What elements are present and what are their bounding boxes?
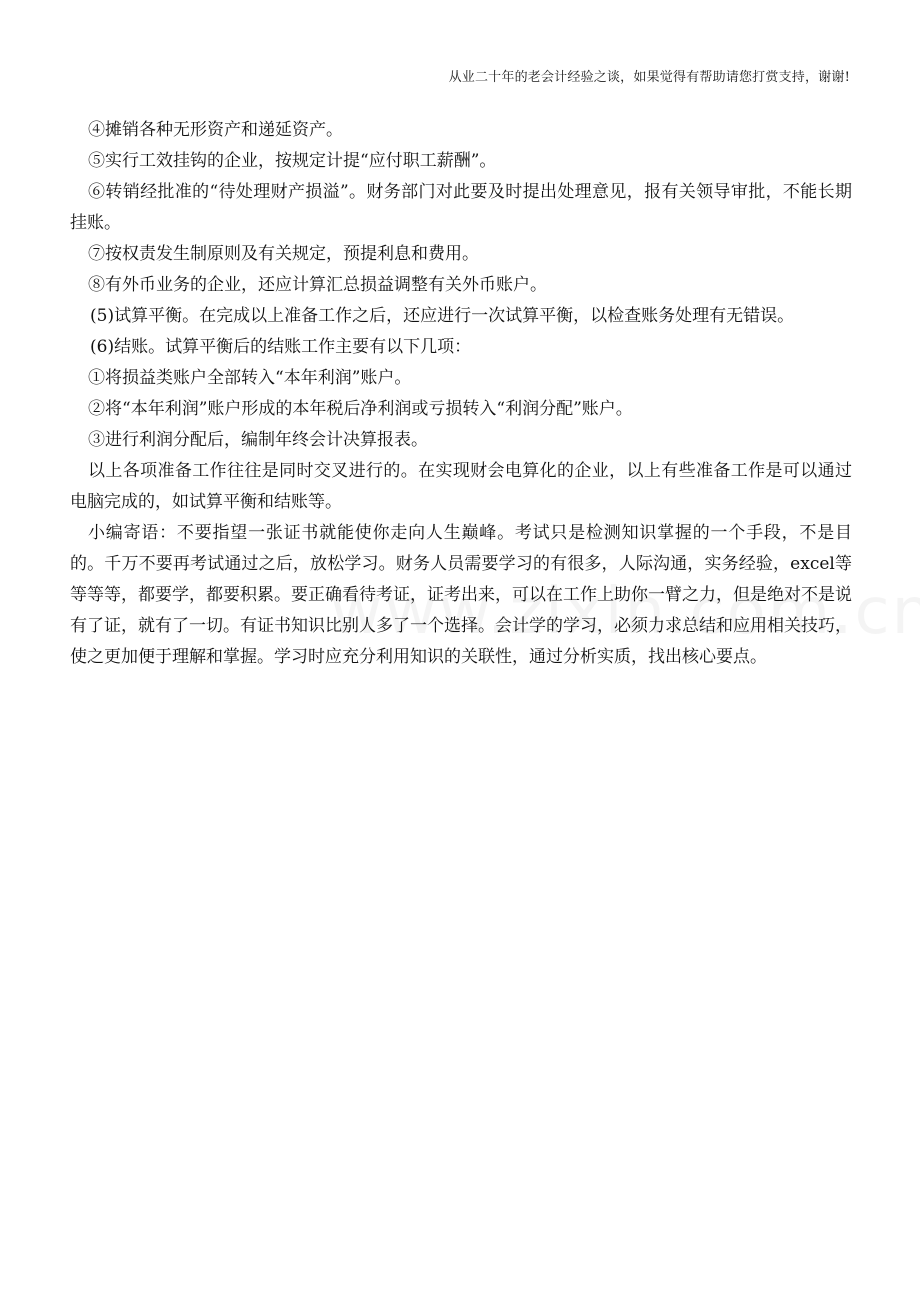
paragraph-foreign-currency: ⑧有外币业务的企业，还应计算汇总损益调整有关外币账户。 xyxy=(88,275,547,295)
paragraph-payroll: ⑤实行工效挂钩的企业，按规定计提“应付职工薪酬”。 xyxy=(88,151,497,171)
paragraph-closing-step-3: ③进行利润分配后，编制年终会计决算报表。 xyxy=(88,430,428,450)
document-body xyxy=(70,115,852,673)
paragraph-amortize: ④摊销各种无形资产和递延资产。 xyxy=(88,120,343,140)
paragraph-summary: 以上各项准备工作往往是同时交叉进行的。在实现财会电算化的企业，以上有些准备工作是可以通过电脑完成的，如试算平衡和结账等。 xyxy=(70,461,852,512)
paragraph-accrual: ⑦按权责发生制原则及有关规定，预提利息和费用。 xyxy=(88,244,479,264)
paragraph-editor-note: 小编寄语：不要指望一张证书就能使你走向人生巅峰。考试只是检测知识掌握的一个手段，不是目的。千万不要再考试通过之后，放松学习。财务人员需要学习的有很多，人际沟通，实务经验，excel等等等等，都要学，都要积累。要正确看待考证，证考出来，可以在工作上助你一臂之力，但是绝对不是说有了证，就有了一切。有证书知识比别人多了一个选择。会计学的学习，必须力求总结和应用相关技巧，使之更加便于理解和掌握。学习时应充分利用知识的关联性，通过分析实质，找出核心要点。 xyxy=(70,523,852,667)
paragraph-closing: (6)结账。试算平衡后的结账工作主要有以下几项： xyxy=(90,337,472,357)
paragraph-trial-balance: (5)试算平衡。在完成以上准备工作之后，还应进行一次试算平衡，以检查账务处理有无错误。 xyxy=(90,306,795,326)
paragraph-pending-losses: ⑥转销经批准的“待处理财产损溢”。财务部门对此要及时提出处理意见，报有关领导审批，不能长期挂账。 xyxy=(70,182,852,233)
header-note: 从业二十年的老会计经验之谈，如果觉得有帮助请您打赏支持，谢谢! xyxy=(448,70,850,85)
paragraph-closing-step-2: ②将“本年利润”账户形成的本年税后净利润或亏损转入“利润分配”账户。 xyxy=(88,399,633,419)
paragraph-closing-step-1: ①将损益类账户全部转入“本年利润”账户。 xyxy=(88,368,412,388)
